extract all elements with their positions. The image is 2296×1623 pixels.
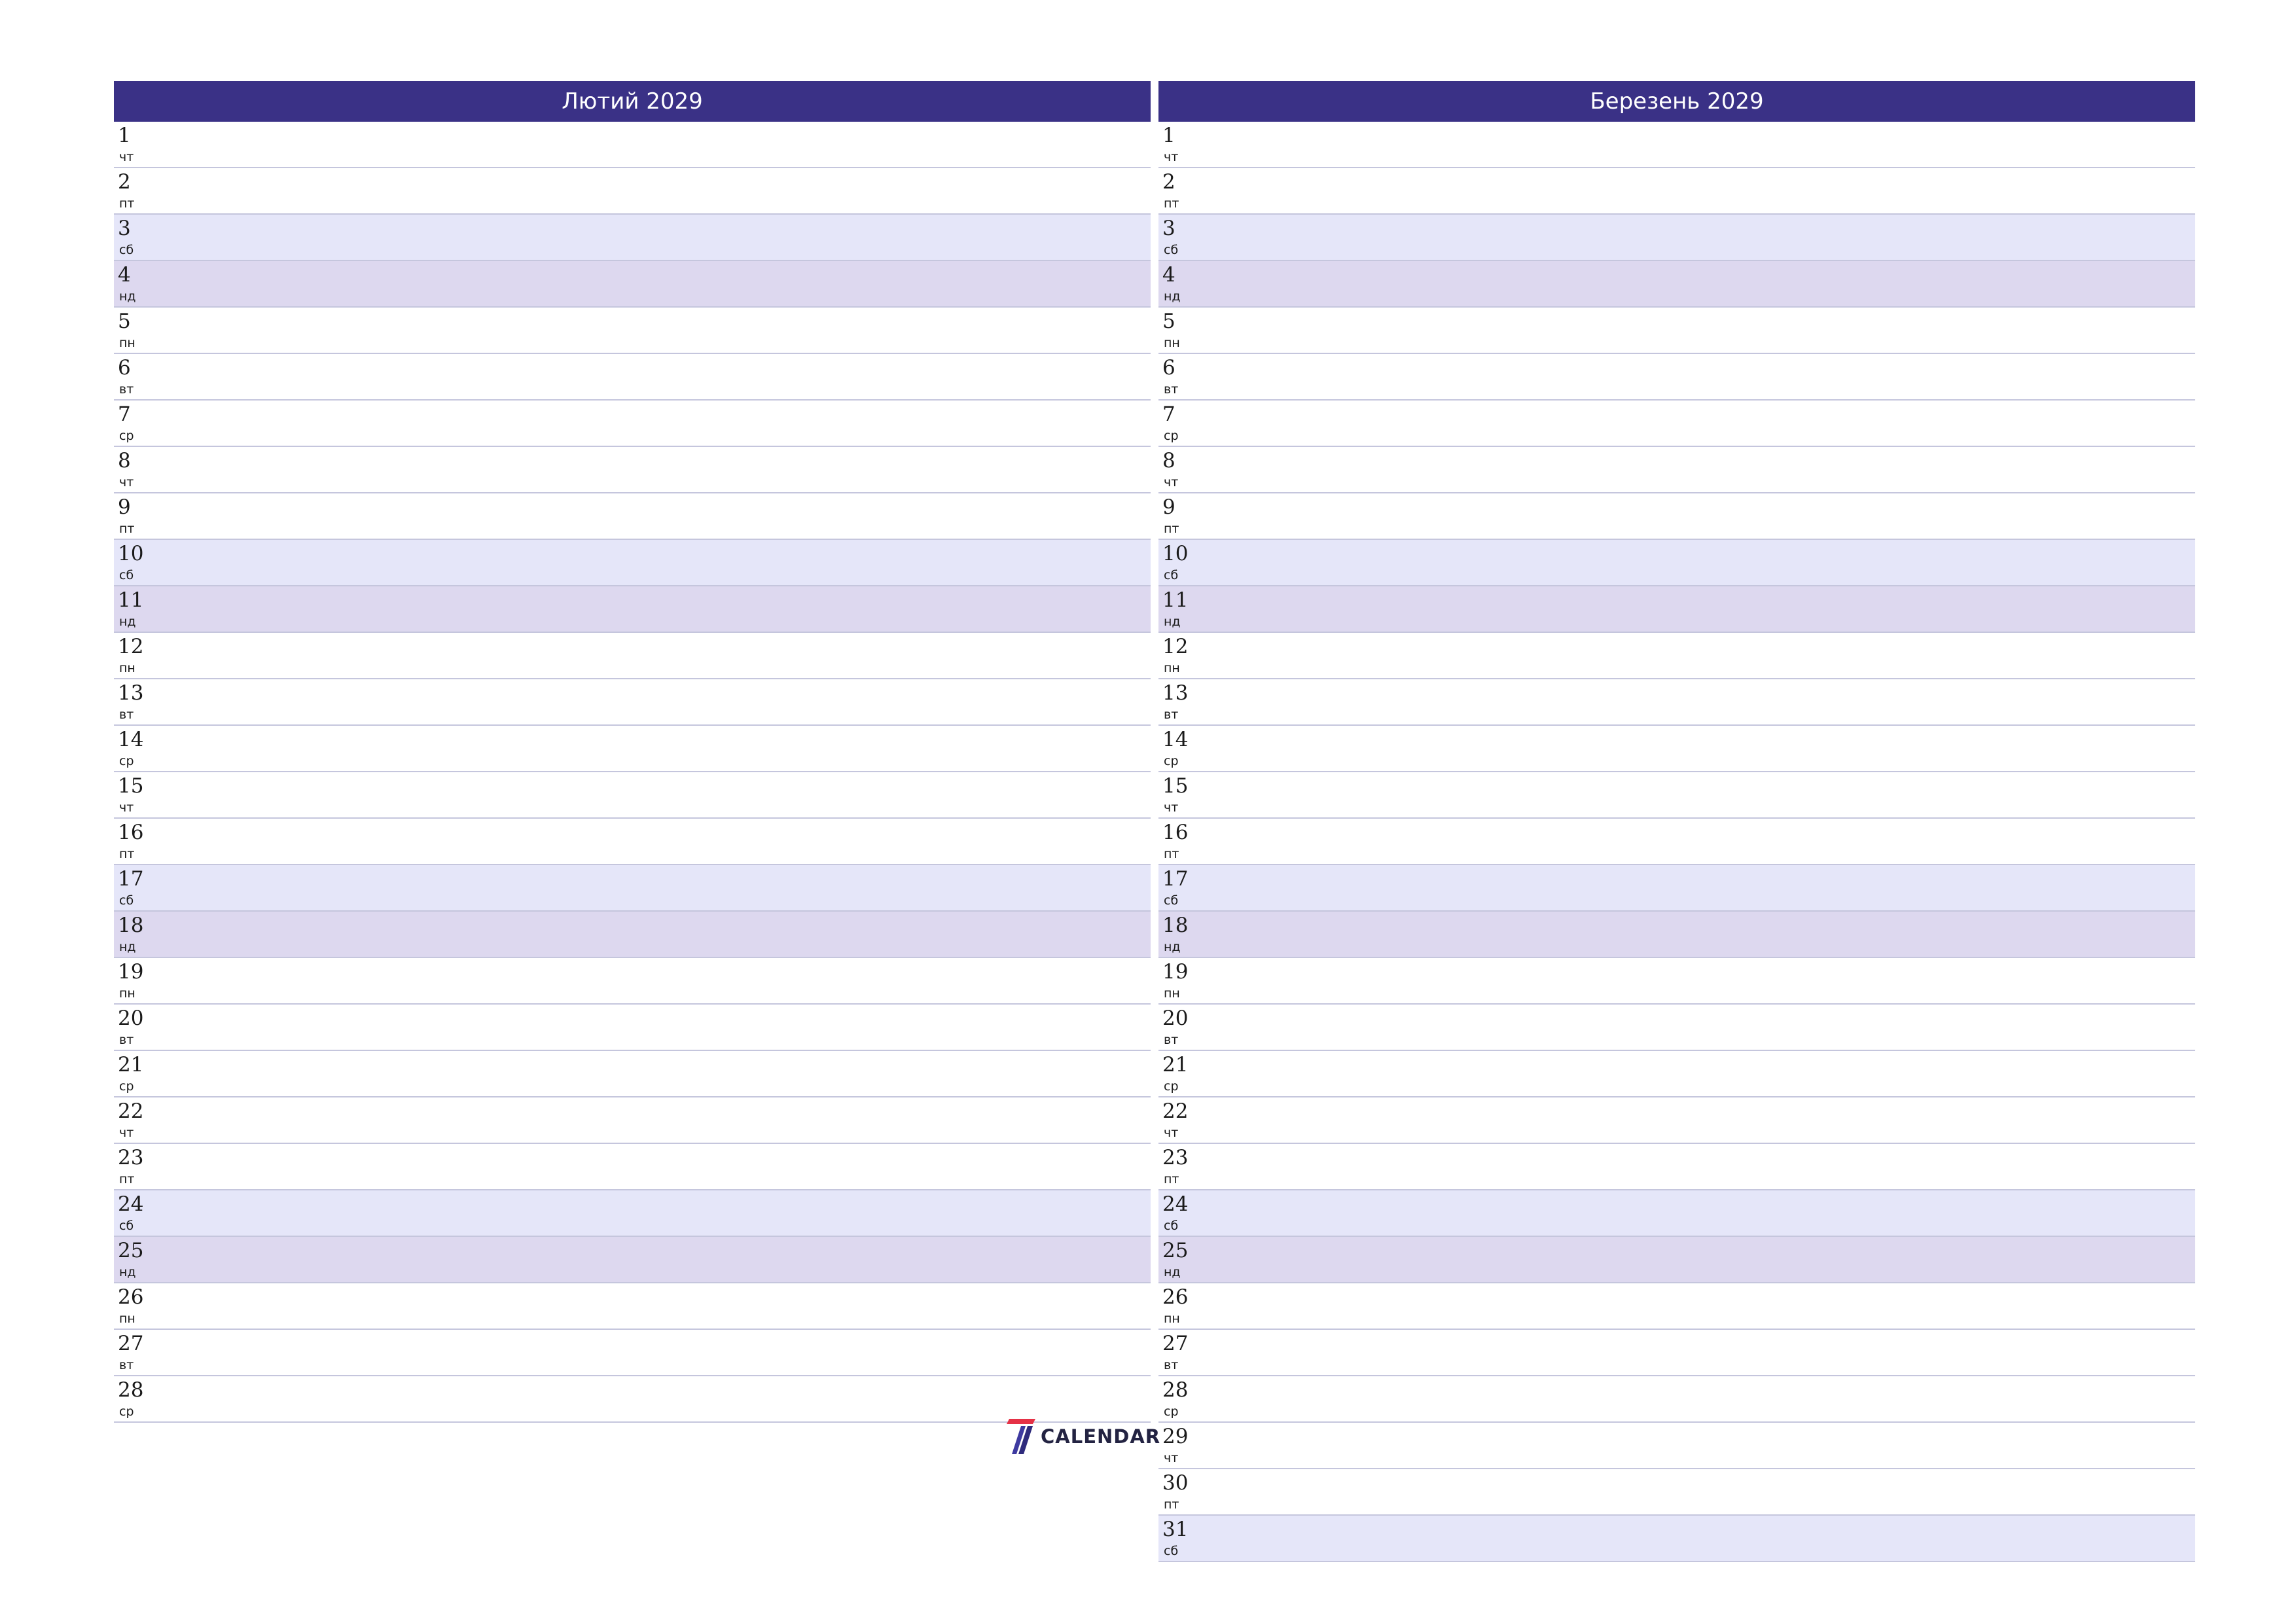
day-number: 2	[1162, 170, 1175, 194]
day-number: 19	[118, 960, 144, 984]
day-weekday: вт	[119, 1033, 134, 1047]
day-number: 30	[1162, 1471, 1189, 1495]
day-row	[114, 168, 1151, 215]
day-row	[114, 493, 1151, 540]
day-row	[114, 215, 1151, 261]
day-row	[1158, 1469, 2195, 1516]
day-row	[114, 401, 1151, 447]
day-row	[1158, 865, 2195, 912]
day-number: 25	[1162, 1239, 1189, 1262]
day-weekday: сб	[1164, 1544, 1179, 1558]
day-weekday: пт	[119, 1172, 135, 1186]
day-weekday: пт	[119, 196, 135, 211]
day-row	[1158, 122, 2195, 168]
day-number: 17	[1162, 867, 1189, 891]
day-row	[1158, 1330, 2195, 1376]
day-weekday: пт	[1164, 522, 1179, 536]
day-weekday: ср	[119, 429, 134, 443]
day-row	[114, 819, 1151, 865]
day-weekday: вт	[1164, 1358, 1179, 1372]
day-row	[114, 772, 1151, 819]
day-number: 14	[118, 728, 144, 751]
day-weekday: пт	[1164, 196, 1179, 211]
day-row	[1158, 1144, 2195, 1190]
day-weekday: пн	[119, 1311, 135, 1326]
day-row	[1158, 633, 2195, 679]
day-weekday: пт	[119, 522, 135, 536]
day-row	[114, 726, 1151, 772]
day-number: 17	[118, 867, 144, 891]
day-weekday: ср	[119, 1079, 134, 1094]
day-weekday: пн	[119, 986, 135, 1001]
day-number: 27	[118, 1332, 144, 1355]
day-number: 20	[118, 1007, 144, 1030]
day-row	[114, 1330, 1151, 1376]
day-weekday: чт	[119, 150, 134, 164]
day-number: 21	[118, 1053, 144, 1077]
day-number: 20	[1162, 1007, 1189, 1030]
day-weekday: пн	[1164, 1311, 1180, 1326]
day-number: 15	[118, 774, 144, 798]
day-number: 7	[1162, 402, 1175, 426]
day-weekday: сб	[1164, 243, 1179, 257]
day-number: 9	[118, 495, 131, 519]
day-row	[1158, 1376, 2195, 1423]
day-row	[114, 447, 1151, 493]
day-row	[114, 308, 1151, 354]
day-row	[1158, 1190, 2195, 1237]
day-row	[1158, 215, 2195, 261]
day-number: 10	[118, 542, 144, 565]
day-number: 25	[118, 1239, 144, 1262]
day-row	[114, 1097, 1151, 1144]
day-number: 4	[118, 263, 131, 287]
day-number: 19	[1162, 960, 1189, 984]
day-number: 4	[1162, 263, 1175, 287]
day-weekday: чт	[1164, 1451, 1179, 1465]
day-number: 23	[118, 1146, 144, 1169]
day-number: 14	[1162, 728, 1189, 751]
day-number: 8	[118, 449, 131, 473]
day-weekday: ср	[119, 1404, 134, 1419]
day-weekday: ср	[1164, 1079, 1179, 1094]
day-weekday: нд	[1164, 615, 1181, 629]
day-number: 5	[1162, 310, 1175, 333]
day-number: 12	[1162, 635, 1189, 658]
day-weekday: чт	[119, 800, 134, 815]
day-number: 18	[1162, 914, 1189, 937]
day-number: 26	[1162, 1285, 1189, 1309]
day-number: 28	[118, 1378, 144, 1402]
day-row	[114, 1144, 1151, 1190]
day-row	[114, 865, 1151, 912]
day-weekday: чт	[119, 475, 134, 490]
day-weekday: пн	[1164, 661, 1180, 675]
day-weekday: чт	[119, 1126, 134, 1140]
day-number: 29	[1162, 1425, 1189, 1448]
day-list	[114, 122, 1151, 1423]
month-title: Лютий 2029	[114, 81, 1151, 122]
day-weekday: ср	[1164, 429, 1179, 443]
day-number: 6	[1162, 356, 1175, 380]
day-row	[114, 540, 1151, 586]
day-weekday: сб	[1164, 893, 1179, 908]
day-weekday: чт	[1164, 1126, 1179, 1140]
day-weekday: чт	[1164, 800, 1179, 815]
day-weekday: сб	[119, 893, 134, 908]
day-weekday: вт	[119, 382, 134, 397]
day-row	[1158, 261, 2195, 308]
day-row	[1158, 586, 2195, 633]
day-weekday: вт	[119, 1358, 134, 1372]
day-row	[1158, 772, 2195, 819]
day-weekday: сб	[1164, 1219, 1179, 1233]
day-number: 6	[118, 356, 131, 380]
day-row	[1158, 726, 2195, 772]
day-number: 15	[1162, 774, 1189, 798]
day-number: 5	[118, 310, 131, 333]
day-row	[114, 1005, 1151, 1051]
day-number: 23	[1162, 1146, 1189, 1169]
day-weekday: сб	[119, 568, 134, 582]
day-weekday: нд	[119, 289, 136, 304]
day-weekday: сб	[1164, 568, 1179, 582]
day-row	[114, 1190, 1151, 1237]
day-row	[1158, 912, 2195, 958]
day-row	[1158, 1516, 2195, 1562]
day-list	[1158, 122, 2195, 1562]
day-number: 3	[118, 217, 131, 240]
day-weekday: пт	[1164, 847, 1179, 861]
day-weekday: пн	[1164, 336, 1180, 350]
seven-logo-icon	[1007, 1419, 1037, 1454]
day-row	[114, 679, 1151, 726]
logo	[1007, 1419, 1160, 1454]
day-weekday: нд	[1164, 289, 1181, 304]
day-number: 28	[1162, 1378, 1189, 1402]
day-row	[1158, 354, 2195, 401]
day-row	[114, 1283, 1151, 1330]
day-row	[1158, 1423, 2195, 1469]
month-march	[1158, 81, 2195, 1562]
day-row	[114, 122, 1151, 168]
day-number: 7	[118, 402, 131, 426]
day-row	[114, 261, 1151, 308]
day-row	[1158, 1237, 2195, 1283]
day-weekday: нд	[119, 1265, 136, 1279]
day-weekday: ср	[1164, 1404, 1179, 1419]
day-row	[1158, 168, 2195, 215]
day-row	[1158, 401, 2195, 447]
day-row	[1158, 958, 2195, 1005]
day-weekday: ср	[1164, 754, 1179, 768]
day-weekday: пн	[1164, 986, 1180, 1001]
day-number: 21	[1162, 1053, 1189, 1077]
day-number: 13	[118, 681, 144, 705]
day-row	[1158, 1283, 2195, 1330]
day-row	[1158, 1097, 2195, 1144]
day-weekday: нд	[1164, 940, 1181, 954]
logo-text: CALENDAR	[1041, 1425, 1161, 1448]
day-row	[1158, 493, 2195, 540]
day-number: 3	[1162, 217, 1175, 240]
day-number: 11	[1162, 588, 1189, 612]
day-number: 1	[1162, 124, 1175, 147]
day-number: 11	[118, 588, 144, 612]
month-title: Березень 2029	[1158, 81, 2195, 122]
day-weekday: вт	[1164, 707, 1179, 722]
day-weekday: пн	[119, 336, 135, 350]
day-weekday: вт	[1164, 382, 1179, 397]
day-weekday: пт	[1164, 1172, 1179, 1186]
day-row	[1158, 1005, 2195, 1051]
day-weekday: вт	[119, 707, 134, 722]
day-row	[114, 354, 1151, 401]
day-number: 1	[118, 124, 131, 147]
day-number: 12	[118, 635, 144, 658]
day-row	[1158, 819, 2195, 865]
day-weekday: нд	[1164, 1265, 1181, 1279]
day-row	[114, 1237, 1151, 1283]
day-row	[114, 1376, 1151, 1423]
day-row	[114, 912, 1151, 958]
day-number: 10	[1162, 542, 1189, 565]
day-row	[114, 586, 1151, 633]
day-weekday: нд	[119, 615, 136, 629]
day-number: 22	[1162, 1099, 1189, 1123]
day-row	[1158, 447, 2195, 493]
day-number: 24	[118, 1192, 144, 1216]
day-number: 31	[1162, 1518, 1189, 1541]
day-weekday: пт	[1164, 1497, 1179, 1512]
day-number: 22	[118, 1099, 144, 1123]
day-row	[1158, 540, 2195, 586]
day-number: 2	[118, 170, 131, 194]
day-weekday: чт	[1164, 475, 1179, 490]
day-row	[114, 633, 1151, 679]
day-row	[114, 958, 1151, 1005]
day-row	[1158, 1051, 2195, 1097]
day-number: 8	[1162, 449, 1175, 473]
day-weekday: нд	[119, 940, 136, 954]
day-weekday: чт	[1164, 150, 1179, 164]
day-weekday: сб	[119, 243, 134, 257]
day-number: 16	[118, 821, 144, 844]
day-weekday: ср	[119, 754, 134, 768]
day-number: 16	[1162, 821, 1189, 844]
day-number: 26	[118, 1285, 144, 1309]
day-number: 24	[1162, 1192, 1189, 1216]
month-february	[114, 81, 1151, 1423]
day-weekday: пт	[119, 847, 135, 861]
day-number: 9	[1162, 495, 1175, 519]
day-weekday: сб	[119, 1219, 134, 1233]
day-weekday: пн	[119, 661, 135, 675]
day-row	[1158, 308, 2195, 354]
day-weekday: вт	[1164, 1033, 1179, 1047]
day-row	[114, 1051, 1151, 1097]
day-number: 27	[1162, 1332, 1189, 1355]
day-number: 13	[1162, 681, 1189, 705]
day-number: 18	[118, 914, 144, 937]
day-row	[1158, 679, 2195, 726]
